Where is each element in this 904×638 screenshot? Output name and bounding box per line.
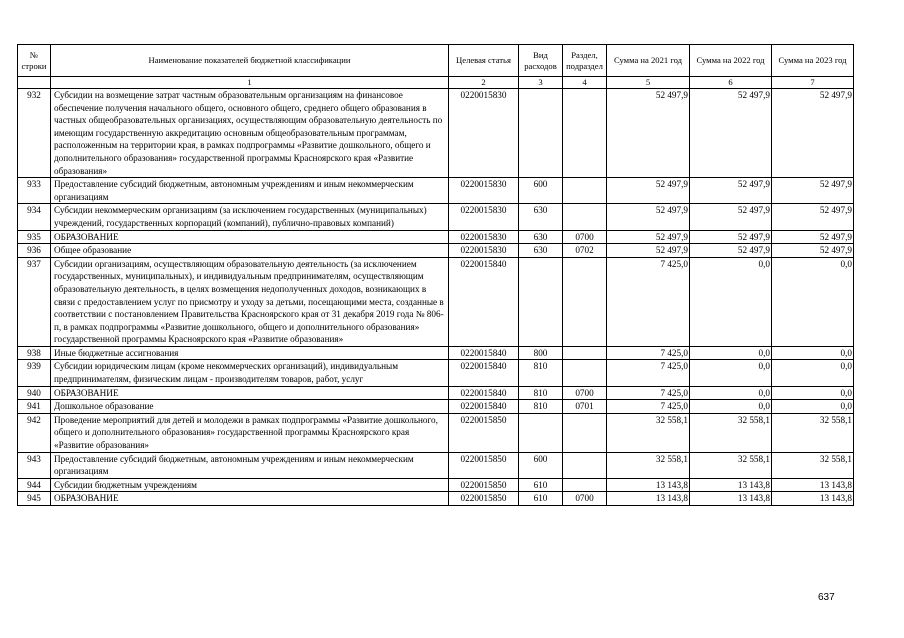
row-number: 943 <box>18 452 51 478</box>
row-sum-2021: 7 425,0 <box>607 386 690 400</box>
row-section <box>563 89 607 178</box>
row-sum-2022: 0,0 <box>690 400 772 414</box>
row-name: ОБРАЗОВАНИЕ <box>51 230 449 244</box>
row-expense-type: 610 <box>519 478 563 492</box>
row-section <box>563 452 607 478</box>
row-sum-2023: 0,0 <box>772 257 854 346</box>
row-number: 939 <box>18 360 51 386</box>
row-target-code: 0220015840 <box>449 360 519 386</box>
row-sum-2022: 0,0 <box>690 346 772 360</box>
row-number: 932 <box>18 89 51 178</box>
row-section <box>563 178 607 204</box>
table-row <box>18 204 854 230</box>
row-sum-2022: 52 497,9 <box>690 89 772 178</box>
row-sum-2021: 32 558,1 <box>607 452 690 478</box>
row-section: 0700 <box>563 230 607 244</box>
row-sum-2021: 13 143,8 <box>607 478 690 492</box>
row-section: 0700 <box>563 386 607 400</box>
row-sum-2021: 7 425,0 <box>607 360 690 386</box>
column-number: 1 <box>51 77 449 89</box>
row-name: Предоставление субсидий бюджетным, автономным учреждениям и иным некоммерческим организациям <box>51 178 449 204</box>
row-section <box>563 257 607 346</box>
row-target-code: 0220015850 <box>449 452 519 478</box>
table-row <box>18 178 854 204</box>
row-target-code: 0220015830 <box>449 244 519 258</box>
row-sum-2023: 52 497,9 <box>772 204 854 230</box>
row-sum-2021: 52 497,9 <box>607 178 690 204</box>
header-sum-2023: Сумма на 2023 год <box>772 45 854 77</box>
column-number: 7 <box>772 77 854 89</box>
row-sum-2023: 0,0 <box>772 400 854 414</box>
row-sum-2023: 52 497,9 <box>772 89 854 178</box>
row-name: ОБРАЗОВАНИЕ <box>51 492 449 506</box>
row-sum-2022: 13 143,8 <box>690 492 772 506</box>
row-number: 945 <box>18 492 51 506</box>
row-expense-type <box>519 257 563 346</box>
row-expense-type <box>519 89 563 178</box>
row-sum-2023: 52 497,9 <box>772 244 854 258</box>
row-sum-2023: 52 497,9 <box>772 178 854 204</box>
row-number: 935 <box>18 230 51 244</box>
column-number: 3 <box>519 77 563 89</box>
table-row <box>18 492 854 506</box>
row-number: 934 <box>18 204 51 230</box>
row-name: Субсидии юридическим лицам (кроме некоммерческих организаций), индивидуальным предпринимателям, физическим лицам - производителям товаров, работ, услуг <box>51 360 449 386</box>
row-expense-type <box>519 413 563 452</box>
table-row <box>18 478 854 492</box>
row-name: Субсидии на возмещение затрат частным образовательным организациям на финансовое обеспечение получения начального общего, основного общего, среднего общего образования в частных общеобразовательных организациях, осуществляющим образовательную деятельность по имеющим государственную аккредитацию основным общеобразовательным программам, расположенным на территории края, в рамках подпрограммы «Развитие дошкольного, общего и дополнительного образования» государственной программы Красноярского края «Развитие образования» <box>51 89 449 178</box>
header-target: Целевая статья <box>449 45 519 77</box>
row-target-code: 0220015840 <box>449 257 519 346</box>
row-name: Иные бюджетные ассигнования <box>51 346 449 360</box>
row-expense-type: 810 <box>519 386 563 400</box>
table-row <box>18 89 854 178</box>
row-target-code: 0220015840 <box>449 400 519 414</box>
header-sum-2022: Сумма на 2022 год <box>690 45 772 77</box>
row-target-code: 0220015830 <box>449 230 519 244</box>
row-expense-type: 630 <box>519 230 563 244</box>
row-sum-2021: 7 425,0 <box>607 400 690 414</box>
row-sum-2021: 52 497,9 <box>607 89 690 178</box>
column-number: 2 <box>449 77 519 89</box>
row-section <box>563 478 607 492</box>
table-row <box>18 386 854 400</box>
row-name: Субсидии бюджетным учреждениям <box>51 478 449 492</box>
row-section: 0702 <box>563 244 607 258</box>
row-sum-2022: 0,0 <box>690 386 772 400</box>
row-expense-type: 810 <box>519 400 563 414</box>
row-sum-2022: 32 558,1 <box>690 452 772 478</box>
row-number: 937 <box>18 257 51 346</box>
row-target-code: 0220015850 <box>449 413 519 452</box>
row-sum-2023: 13 143,8 <box>772 478 854 492</box>
column-number-row <box>18 77 854 89</box>
table-row <box>18 230 854 244</box>
row-number: 936 <box>18 244 51 258</box>
header-no: № строки <box>18 45 51 77</box>
row-section: 0700 <box>563 492 607 506</box>
header-row <box>18 45 854 77</box>
budget-table-container <box>17 44 854 506</box>
row-sum-2022: 52 497,9 <box>690 244 772 258</box>
row-sum-2022: 32 558,1 <box>690 413 772 452</box>
row-target-code: 0220015850 <box>449 492 519 506</box>
table-row <box>18 244 854 258</box>
column-number <box>18 77 51 89</box>
table-row <box>18 360 854 386</box>
row-target-code: 0220015830 <box>449 204 519 230</box>
row-number: 941 <box>18 400 51 414</box>
row-target-code: 0220015840 <box>449 386 519 400</box>
row-expense-type: 600 <box>519 178 563 204</box>
row-sum-2023: 0,0 <box>772 346 854 360</box>
row-name: Общее образование <box>51 244 449 258</box>
row-sum-2021: 52 497,9 <box>607 204 690 230</box>
row-sum-2023: 0,0 <box>772 386 854 400</box>
header-sum-2021: Сумма на 2021 год <box>607 45 690 77</box>
row-section <box>563 204 607 230</box>
row-name: Дошкольное образование <box>51 400 449 414</box>
row-expense-type: 630 <box>519 244 563 258</box>
row-sum-2021: 52 497,9 <box>607 230 690 244</box>
row-name: Предоставление субсидий бюджетным, автономным учреждениям и иным некоммерческим организациям <box>51 452 449 478</box>
row-sum-2021: 7 425,0 <box>607 257 690 346</box>
row-section: 0701 <box>563 400 607 414</box>
header-name: Наименование показателей бюджетной классификации <box>51 45 449 77</box>
row-sum-2022: 13 143,8 <box>690 478 772 492</box>
row-sum-2022: 52 497,9 <box>690 230 772 244</box>
row-sum-2023: 0,0 <box>772 360 854 386</box>
row-target-code: 0220015840 <box>449 346 519 360</box>
table-row <box>18 257 854 346</box>
row-sum-2021: 7 425,0 <box>607 346 690 360</box>
row-sum-2023: 32 558,1 <box>772 452 854 478</box>
row-expense-type: 800 <box>519 346 563 360</box>
column-number: 5 <box>607 77 690 89</box>
row-name: Субсидии организациям, осуществляющим образовательную деятельность (за исключением государственных, муниципальных), и индивидуальным предпринимателям, осуществляющим образовательную деятельность, в целях возмещения недополученных доходов, возникающих в связи с предоставлением услуг по присмотру и уходу за детьми, посещающими места, созданные в соответствии с постановлением Правительства Красноярского края от 31 декабря 2019 года № 806-п, в рамках подпрограммы «Развитие дошкольного, общего и дополнительного образования» государственной программы Красноярского края «Развитие образования» <box>51 257 449 346</box>
column-number: 6 <box>690 77 772 89</box>
table-row <box>18 346 854 360</box>
row-target-code: 0220015850 <box>449 478 519 492</box>
row-name: Проведение мероприятий для детей и молодежи в рамках подпрограммы «Развитие дошкольного, общего и дополнительного образования» государственной программы Красноярского края «Развитие образования» <box>51 413 449 452</box>
row-expense-type: 610 <box>519 492 563 506</box>
row-sum-2021: 13 143,8 <box>607 492 690 506</box>
column-number: 4 <box>563 77 607 89</box>
row-expense-type: 600 <box>519 452 563 478</box>
row-name: Субсидии некоммерческим организациям (за исключением государственных (муниципальных) учреждений, государственных корпораций (компаний), публично-правовых компаний) <box>51 204 449 230</box>
row-sum-2023: 13 143,8 <box>772 492 854 506</box>
row-number: 942 <box>18 413 51 452</box>
row-section <box>563 360 607 386</box>
row-target-code: 0220015830 <box>449 89 519 178</box>
row-sum-2022: 0,0 <box>690 257 772 346</box>
row-sum-2022: 0,0 <box>690 360 772 386</box>
row-sum-2023: 52 497,9 <box>772 230 854 244</box>
row-expense-type: 630 <box>519 204 563 230</box>
budget-table <box>17 44 854 506</box>
row-section <box>563 413 607 452</box>
row-target-code: 0220015830 <box>449 178 519 204</box>
row-number: 933 <box>18 178 51 204</box>
row-sum-2021: 32 558,1 <box>607 413 690 452</box>
table-row <box>18 413 854 452</box>
table-row <box>18 452 854 478</box>
row-name: ОБРАЗОВАНИЕ <box>51 386 449 400</box>
page-number: 637 <box>818 592 835 603</box>
row-sum-2022: 52 497,9 <box>690 204 772 230</box>
header-razdel: Раздел, подраздел <box>563 45 607 77</box>
row-number: 944 <box>18 478 51 492</box>
row-expense-type: 810 <box>519 360 563 386</box>
row-number: 938 <box>18 346 51 360</box>
row-sum-2022: 52 497,9 <box>690 178 772 204</box>
row-section <box>563 346 607 360</box>
row-sum-2021: 52 497,9 <box>607 244 690 258</box>
row-sum-2023: 32 558,1 <box>772 413 854 452</box>
row-number: 940 <box>18 386 51 400</box>
table-row <box>18 400 854 414</box>
header-vid: Вид расходов <box>519 45 563 77</box>
